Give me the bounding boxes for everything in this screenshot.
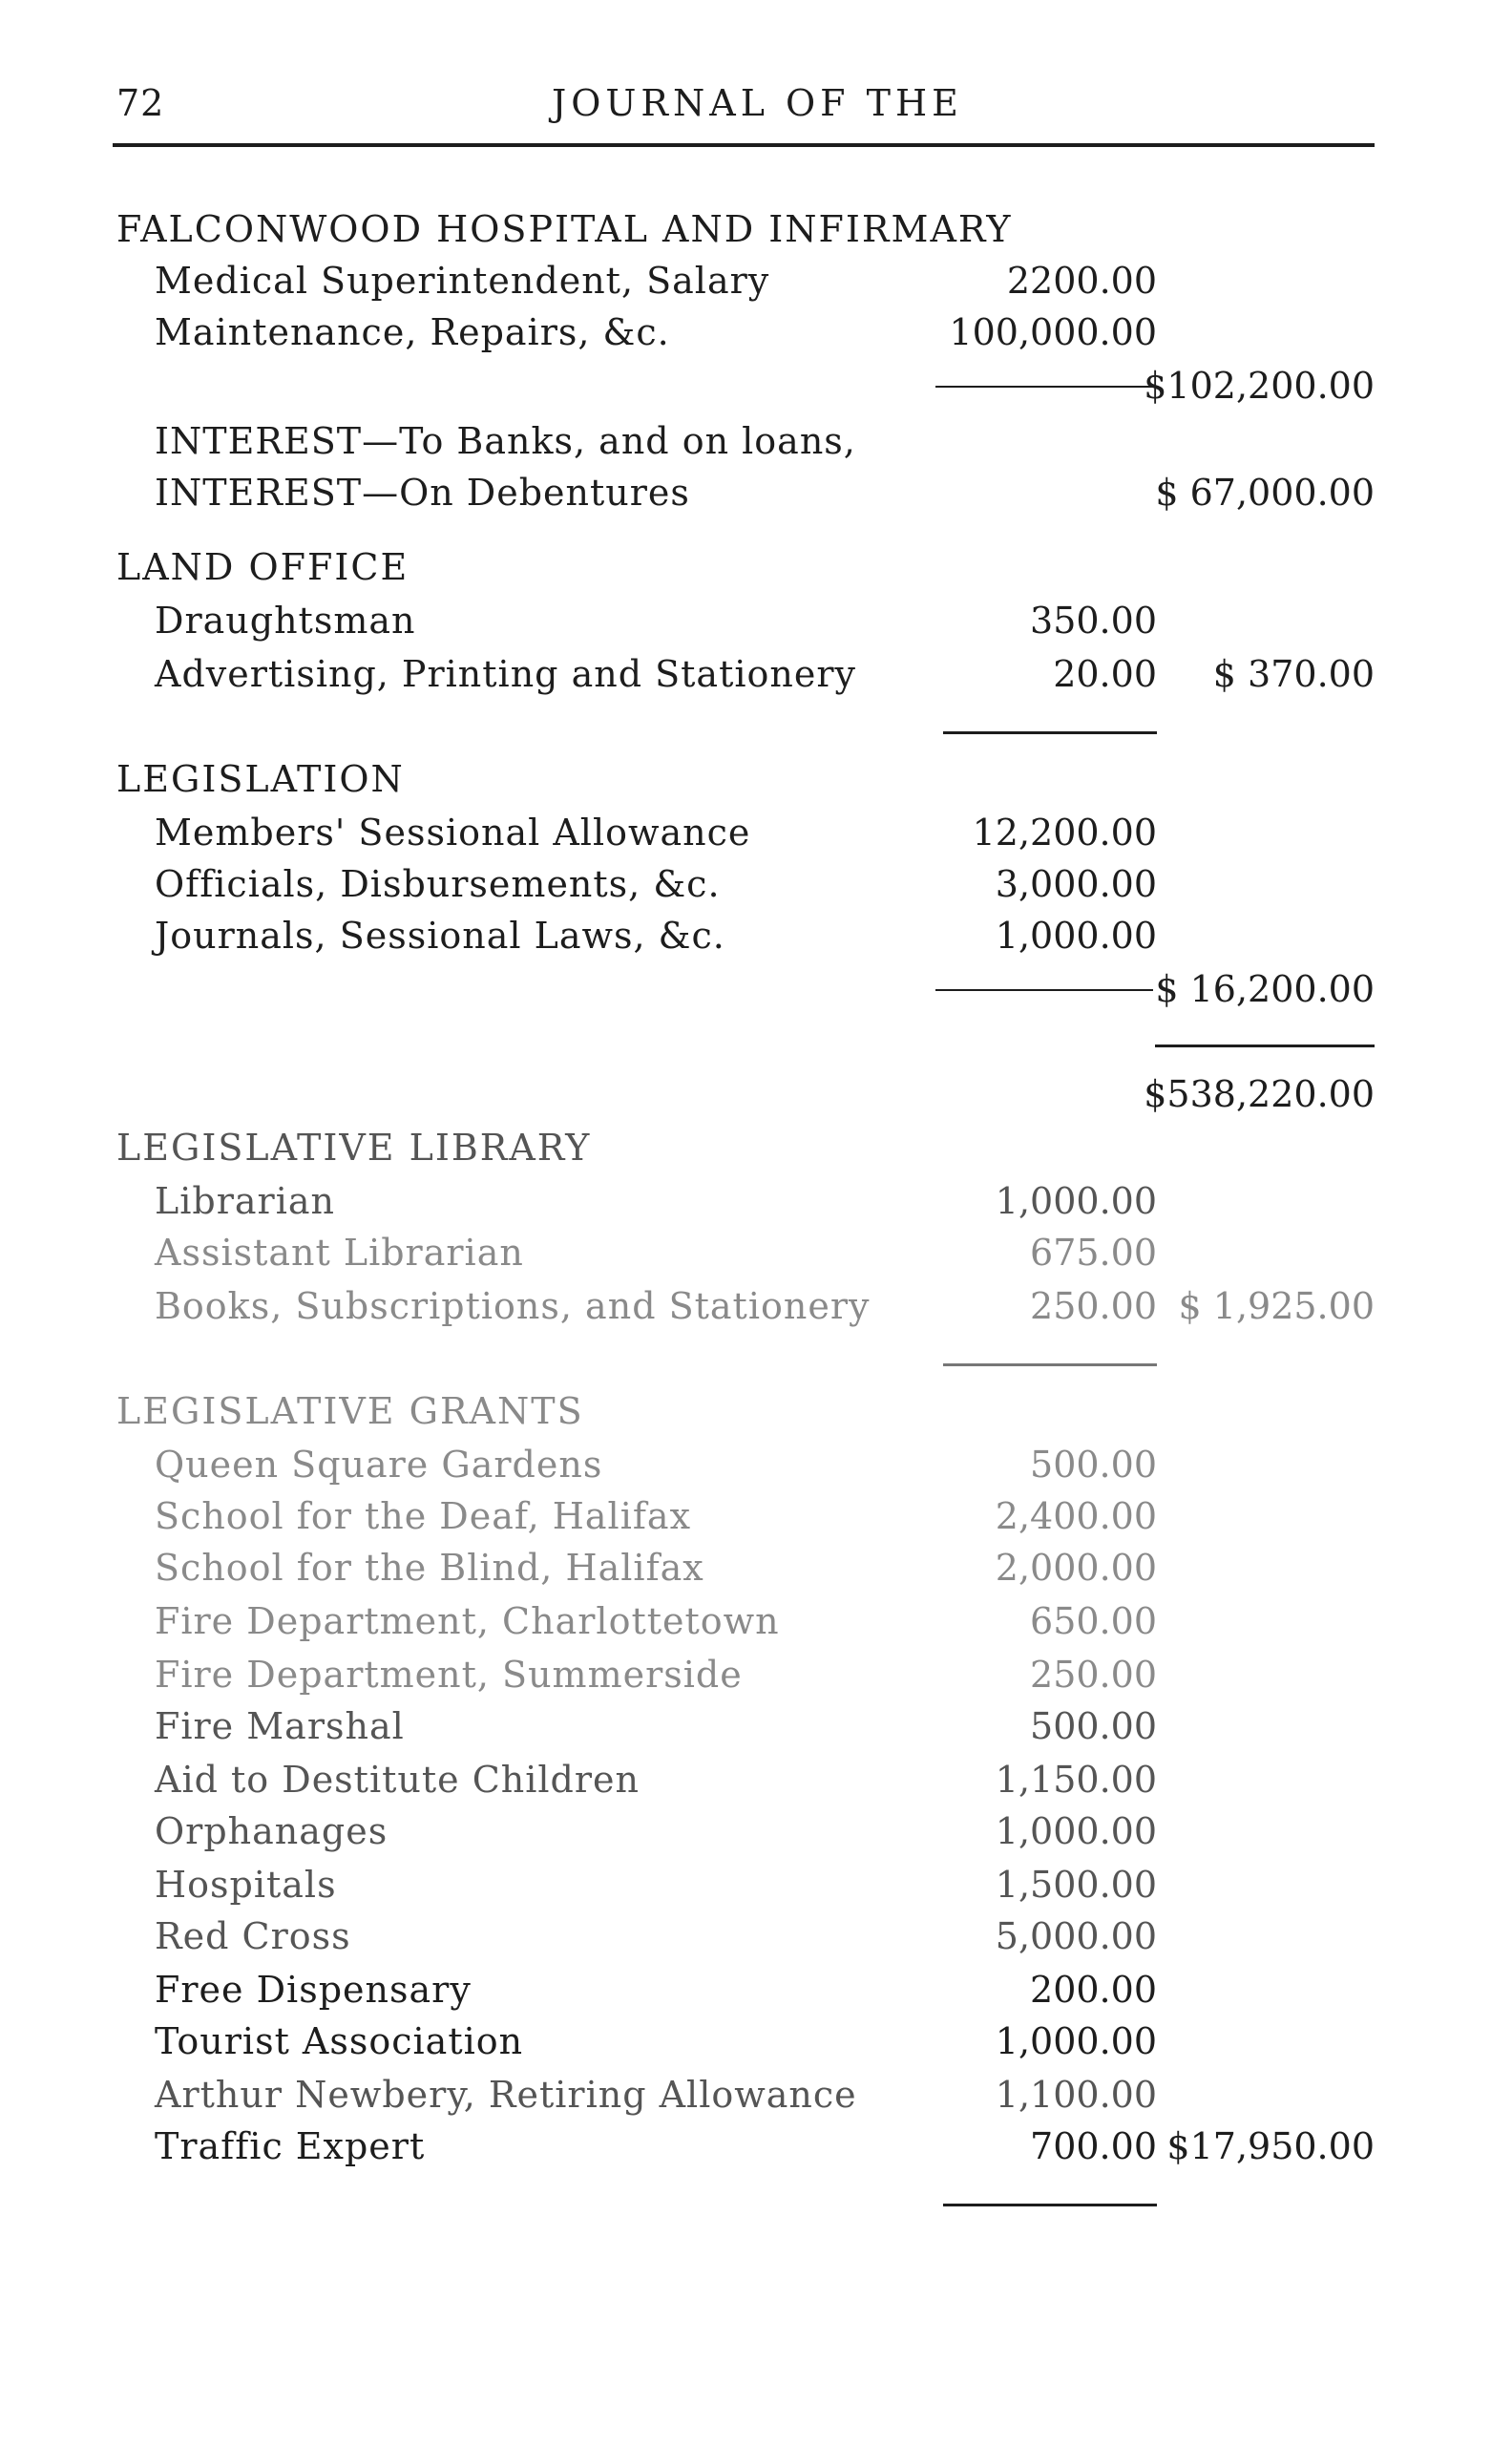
item-label: Advertising, Printing and Stationery [155, 653, 856, 695]
section-total: $17,950.00 [1166, 2125, 1375, 2167]
item-label: Aid to Destitute Children [155, 1759, 640, 1801]
ledger-row [0, 1596, 1512, 1646]
section-total: $ 67,000.00 [1155, 472, 1375, 514]
section-heading-row [0, 754, 1512, 804]
item-amount: 1,000.00 [995, 1810, 1157, 1852]
ledger-row [0, 416, 1512, 466]
item-label: Fire Marshal [155, 1705, 405, 1747]
ledger-row [0, 1440, 1512, 1489]
item-amount: 250.00 [1030, 1285, 1157, 1327]
total-row [0, 964, 1512, 1014]
ledger-row [0, 859, 1512, 909]
item-label: Queen Square Gardens [155, 1444, 603, 1486]
item-label: Members' Sessional Allowance [155, 812, 751, 854]
ledger-row [0, 2070, 1512, 2120]
item-label: Fire Department, Charlottetown [155, 1600, 780, 1642]
ledger-row [0, 307, 1512, 357]
divider [943, 2204, 1157, 2206]
running-title: JOURNAL OF THE [552, 82, 963, 124]
item-label: INTEREST—On Debentures [155, 472, 690, 514]
item-amount: 675.00 [1030, 1232, 1157, 1274]
item-label: Medical Superintendent, Salary [155, 260, 770, 302]
item-label: Red Cross [155, 1915, 351, 1957]
item-amount: 1,500.00 [995, 1864, 1157, 1906]
ledger-row [0, 1860, 1512, 1910]
section-total: $ 16,200.00 [1155, 968, 1375, 1010]
item-label: Hospitals [155, 1864, 337, 1906]
item-amount: 1,000.00 [995, 1180, 1157, 1222]
section-heading-row [0, 204, 1512, 254]
ledger-row [0, 256, 1512, 306]
ledger-row [0, 2016, 1512, 2066]
item-label: Arthur Newbery, Retiring Allowance [155, 2074, 857, 2116]
ledger-row [0, 1806, 1512, 1856]
item-label: Assistant Librarian [155, 1232, 524, 1274]
item-amount: 1,100.00 [995, 2074, 1157, 2116]
ledger-row [0, 1543, 1512, 1593]
leader-rule [935, 386, 1153, 388]
ledger-row [0, 1228, 1512, 1277]
ledger-row [0, 1911, 1512, 1961]
section-total: $ 1,925.00 [1178, 1285, 1375, 1327]
item-amount: 500.00 [1030, 1444, 1157, 1486]
item-label: School for the Deaf, Halifax [155, 1495, 692, 1537]
item-amount: 12,200.00 [972, 812, 1157, 854]
item-amount: 200.00 [1030, 1969, 1157, 2011]
section-total: $ 370.00 [1212, 653, 1375, 695]
legislative-library-heading: LEGISLATIVE LIBRARY [116, 1127, 592, 1169]
item-label: Fire Department, Summerside [155, 1654, 743, 1696]
item-label: INTEREST—To Banks, and on loans, [155, 420, 856, 462]
land-office-heading: LAND OFFICE [116, 546, 410, 588]
item-amount: 700.00 [1030, 2125, 1157, 2167]
ledger-row [0, 808, 1512, 857]
legislation-heading: LEGISLATION [116, 758, 405, 800]
section-heading-row [0, 1386, 1512, 1436]
grand-total-row [0, 1069, 1512, 1119]
item-label: School for the Blind, Halifax [155, 1547, 704, 1589]
item-amount: 1,000.00 [995, 915, 1157, 957]
ledger-row [0, 1650, 1512, 1699]
item-amount: 1,150.00 [995, 1759, 1157, 1801]
item-amount: 2200.00 [1006, 260, 1157, 302]
item-label: Books, Subscriptions, and Stationery [155, 1285, 871, 1327]
item-amount: 2,000.00 [995, 1547, 1157, 1589]
ledger-row [0, 2121, 1512, 2171]
item-label: Draughtsman [155, 600, 416, 642]
item-amount: 3,000.00 [995, 863, 1157, 905]
section-heading-row [0, 1123, 1512, 1172]
ledger-row [0, 1965, 1512, 2015]
divider [943, 1363, 1157, 1366]
total-row [0, 361, 1512, 411]
item-label: Orphanages [155, 1810, 388, 1852]
ledger-row [0, 1491, 1512, 1541]
item-amount: 350.00 [1030, 600, 1157, 642]
page-total: $538,220.00 [1144, 1073, 1375, 1115]
item-amount: 650.00 [1030, 1600, 1157, 1642]
item-label: Officials, Disbursements, &c. [155, 863, 721, 905]
item-label: Traffic Expert [155, 2125, 426, 2167]
item-label: Maintenance, Repairs, &c. [155, 311, 670, 353]
header-rule [113, 143, 1375, 147]
item-label: Tourist Association [155, 2020, 524, 2062]
ledger-row [0, 1755, 1512, 1804]
section-total: $102,200.00 [1144, 365, 1375, 407]
section-heading-row [0, 542, 1512, 592]
item-amount: 100,000.00 [949, 311, 1157, 353]
ledger-row [0, 1281, 1512, 1331]
ledger-row [0, 649, 1512, 699]
divider [1155, 1045, 1375, 1047]
legislative-grants-heading: LEGISLATIVE GRANTS [116, 1390, 584, 1432]
ledger-row [0, 468, 1512, 517]
ledger-row [0, 596, 1512, 645]
item-amount: 20.00 [1053, 653, 1157, 695]
falconwood-heading: FALCONWOOD HOSPITAL AND INFIRMARY [116, 208, 1013, 250]
divider [943, 731, 1157, 734]
ledger-row [0, 1701, 1512, 1751]
item-amount: 250.00 [1030, 1654, 1157, 1696]
ledger-row [0, 911, 1512, 960]
leader-rule [935, 989, 1153, 991]
item-amount: 2,400.00 [995, 1495, 1157, 1537]
item-label: Journals, Sessional Laws, &c. [155, 915, 725, 957]
item-amount: 500.00 [1030, 1705, 1157, 1747]
item-label: Librarian [155, 1180, 335, 1222]
item-label: Free Dispensary [155, 1969, 472, 2011]
page-number: 72 [116, 82, 165, 124]
item-amount: 1,000.00 [995, 2020, 1157, 2062]
ledger-row [0, 1176, 1512, 1226]
item-amount: 5,000.00 [995, 1915, 1157, 1957]
